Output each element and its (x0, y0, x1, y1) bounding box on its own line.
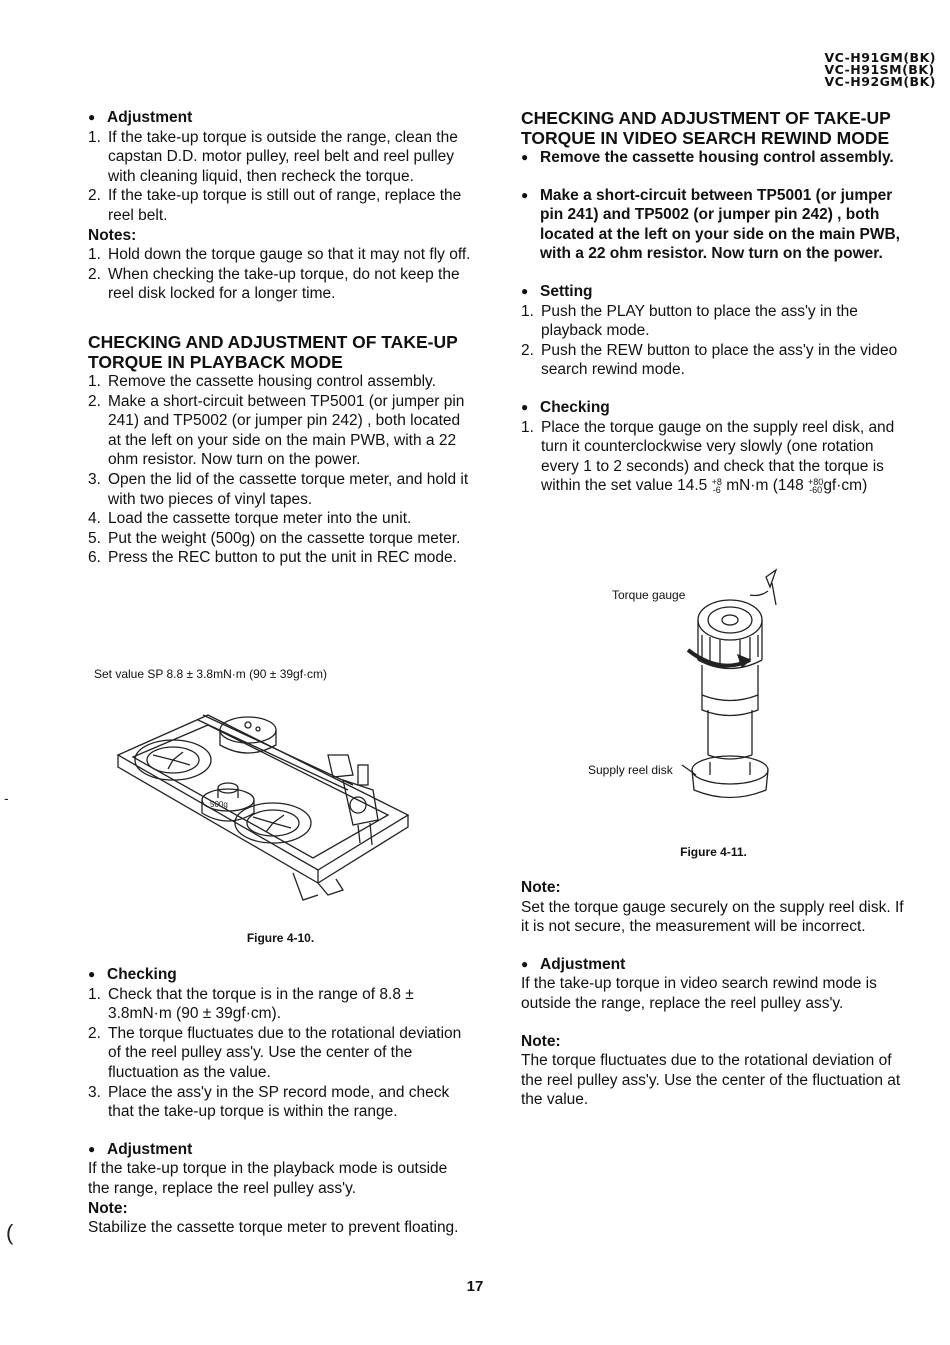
figure-caption: Figure 4-11. (680, 845, 747, 859)
instruction-bullet: ● Make a short-circuit between TP5001 (or jumper pin 241) and TP5002 (or jumper pin 242) , both located at the left on your side on the main PWB, with a 22 ohm resistor. Now turn on the power. (521, 186, 906, 264)
playback-steps-list (88, 372, 473, 568)
adjustment-list (88, 128, 473, 226)
note-heading: Note: (521, 879, 561, 896)
left-column-lower (88, 965, 473, 1238)
adjustment-heading: ● Adjustment (88, 108, 473, 128)
list-item: 1. If the take-up torque is outside the range, clean the capstan D.D. motor pulley, reel belt and reel pulley with cleaning liquid, then recheck the torque. (88, 128, 458, 185)
model-number: VC-H91SM(BK) (824, 62, 935, 77)
adjustment-heading: ● Adjustment (88, 1140, 473, 1160)
section-title: CHECKING AND ADJUSTMENT OF TAKE-UP TORQUE IN PLAYBACK MODE (88, 331, 458, 372)
model-number: VC-H91GM(BK) (824, 50, 936, 65)
supply-reel-disk-label: Supply reel disk (588, 763, 673, 777)
model-number: VC-H92GM(BK) (824, 74, 936, 89)
note-heading: Note: (521, 1032, 561, 1050)
checking-heading: ● Checking (88, 965, 473, 985)
list-item: 2. The torque fluctuates due to the rotational deviation of the reel pulley ass'y. Use the center of the fluctuation as the value. (88, 1024, 462, 1081)
list-item: 3. Open the lid of the cassette torque meter, and hold it with two pieces of vinyl tapes. (88, 470, 469, 508)
checking-list (521, 418, 906, 496)
section-title: CHECKING AND ADJUSTMENT OF TAKE-UP TORQUE IN VIDEO SEARCH REWIND MODE (521, 108, 891, 148)
figure-4-10-set-value: Set value SP 8.8 ± 3.8mN·m (90 ± 39gf·cm) (94, 667, 328, 681)
right-column (521, 108, 906, 496)
notes-heading: Notes: (88, 226, 137, 244)
list-item: 5. Put the weight (500g) on the cassette torque meter. (88, 529, 461, 547)
list-item: 1. Push the PLAY button to place the ass'y in the playback mode. (521, 302, 858, 340)
list-item: 1. Hold down the torque gauge so that it may not fly off. (88, 246, 471, 264)
margin-mark: ( (6, 1220, 14, 1245)
list-item: 1. Remove the cassette housing control assembly. (88, 372, 436, 390)
list-item: 2. Push the REW button to place the ass'y in the video search rewind mode. (521, 341, 898, 379)
setting-list (521, 302, 906, 380)
adjustment-text: If the take-up torque in video search rewind mode is outside the range, replace the reel pulley ass'y. (521, 975, 877, 1012)
note-text: Set the torque gauge securely on the supply reel disk. If it is not secure, the measurement will be incorrect. (521, 898, 904, 936)
list-item: 1. Check that the torque is in the range of 8.8 ± 3.8mN·m (90 ± 39gf·cm). (88, 985, 414, 1023)
setting-heading: ● Setting (521, 282, 906, 302)
list-item: 4. Load the cassette torque meter into the unit. (88, 510, 412, 528)
list-item: 2. If the take-up torque is still out of range, replace the reel belt. (88, 187, 462, 224)
model-number-block (824, 52, 936, 88)
note-text: The torque fluctuates due to the rotational deviation of the reel pulley ass'y. Use the center of the fluctuation at the value. (521, 1052, 901, 1109)
note-text: Stabilize the cassette torque meter to prevent floating. (88, 1219, 459, 1237)
list-item: 6. Press the REC button to put the unit in REC mode. (88, 549, 457, 567)
adjustment-text: If the take-up torque in the playback mode is outside the range, replace the reel pulley ass'y. (88, 1160, 448, 1197)
list-item: 2. Make a short-circuit between TP5001 (or jumper pin 241) and TP5002 (or jumper pin 242) , both located at the left on your side on the main PWB, with a 22 ohm resistor. Now turn on the power. (88, 392, 465, 469)
instruction-bullet: ● Remove the cassette housing control assembly. (521, 148, 906, 168)
figure-caption: Figure 4-10. (246, 931, 315, 945)
checking-heading: ● Checking (521, 398, 906, 418)
tolerance-stack: +80 -60 (808, 477, 824, 496)
adjustment-heading: ● Adjustment (521, 955, 906, 975)
note-heading: Note: (88, 1199, 128, 1217)
page-number: 17 (466, 1278, 484, 1295)
tolerance-stack: +8 -6 (711, 477, 722, 496)
torque-gauge-illustration (680, 565, 790, 805)
list-item: 2. When checking the take-up torque, do not keep the reel disk locked for a longer time. (88, 265, 460, 303)
list-item: 3. Place the ass'y in the SP record mode, and check that the take-up torque is within the range. (88, 1083, 450, 1121)
checking-list (88, 985, 473, 1122)
left-column (88, 108, 473, 568)
notes-list (88, 245, 473, 304)
cassette-torque-meter-illustration (88, 695, 418, 915)
right-column-lower (521, 878, 906, 1110)
torque-gauge-label: Torque gauge (612, 588, 686, 602)
list-item: 1. Place the torque gauge on the supply reel disk, and turn it counterclockwise very slowly (one rotation every 1 to 2 seconds) and check that the torque is within the set value 14.5 +8 -6 mN·m (148 +80 -60gf·cm) (521, 418, 895, 496)
margin-mark: - (4, 790, 9, 806)
weight-label: 500g (210, 800, 228, 809)
